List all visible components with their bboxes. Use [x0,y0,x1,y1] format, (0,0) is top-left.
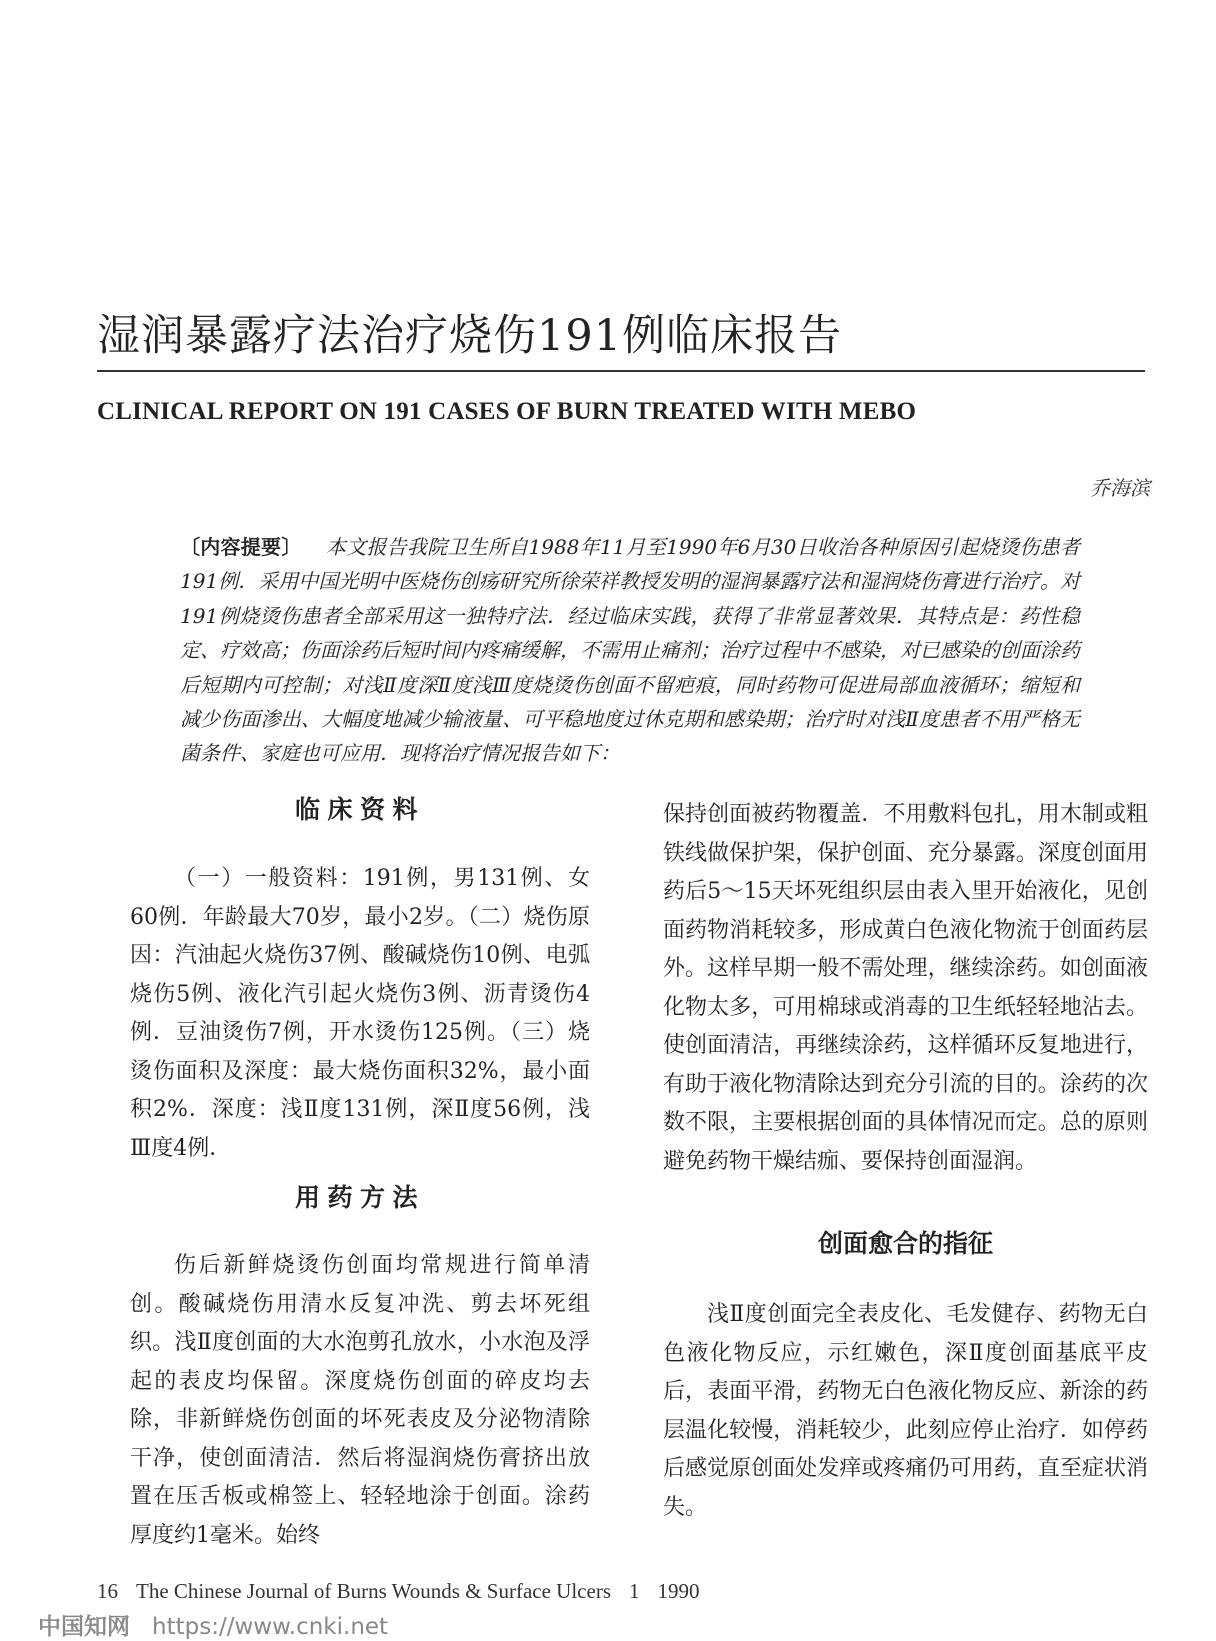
title-rule [97,370,1145,372]
issue-year: 1990 [657,1579,700,1603]
section-healing [663,1296,1148,1527]
journal-name: The Chinese Journal of Burns Wounds & Surface Ulcers [136,1579,611,1603]
cnki-url[interactable]: https://www.cnki.net [152,1614,389,1640]
abstract [180,530,1080,771]
section-method-continued [663,796,1148,1181]
page-number: 16 [97,1579,118,1603]
page-footer [97,1579,897,1604]
section-method [130,1247,590,1555]
section-clinical-data [130,860,590,1168]
english-title: CLINICAL REPORT ON 191 CASES OF BURN TREATED WITH MEBO [97,398,917,425]
cnki-brand: 中国知网 [38,1614,130,1640]
paragraph: 保持创面被药物覆盖．不用敷料包扎，用木制或粗铁线做保护架，保护创面、充分暴露。深度创面用药后5～15天坏死组织层由表入里开始液化，见创面药物消耗较多，形成黄白色液化物流于创面药层外。这样早期一般不需处理，继续涂药。如创面液化物太多，可用棉球或消毒的卫生纸轻轻地沾去。使创面清洁，再继续涂药，这样循环反复地进行，有助于液化物清除达到充分引流的目的。涂药的次数不限，主要根据创面的具体情况而定。总的原则避免药物干燥结痂、要保持创面湿润。 [663,802,1148,1174]
paragraph: （一）一般资料：191例，男131例、女60例．年龄最大70岁，最小2岁。（二）烧伤原因：汽油起火烧伤37例、酸碱烧伤10例、电弧烧伤5例、液化汽引起火烧伤3例、沥青烫伤4例．豆油烫伤7例，开水烫伤125例。（三）烧烫伤面积及深度：最大烧伤面积32%，最小面积2%．深度：浅Ⅱ度131例，深Ⅱ度56例，浅Ⅲ度4例． [130,866,590,1161]
issue-number: 1 [629,1579,640,1603]
article-title: 湿润暴露疗法治疗烧伤191例临床报告 [97,311,843,361]
cnki-watermark [38,1608,598,1641]
section-heading-healing: 创面愈合的指征 [817,1229,993,1258]
paragraph: 浅Ⅱ度创面完全表皮化、毛发健存、药物无白色液化物反应，示红嫩色，深Ⅱ度创面基底平皮后，表面平滑，药物无白色液化物反应、新涂的药层温化较慢，消耗较少，此刻应停止治疗．如停药后感觉原创面处发痒或疼痛仍可用药，直至症状消失。 [663,1302,1148,1520]
abstract-text: 本文报告我院卫生所自1988年11月至1990年6月30日收治各种原因引起烧烫伤患者191例．采用中国光明中医烧伤创疡研究所徐荣祥教授发明的湿润暴露疗法和湿润烧伤膏进行治疗。对191例烧烫伤患者全部采用这一独特疗法．经过临床实践，获得了非常显著效果．其特点是：药性稳定、疗效高；伤面涂药后短时间内疼痛缓解，不需用止痛剂；治疗过程中不感染，对已感染的创面涂药后短期内可控制；对浅Ⅱ度深Ⅱ度浅Ⅲ度烧烫伤创面不留疤痕，同时药物可促进局部血液循环；缩短和减少伤面渗出、大幅度地减少输液量、可平稳地度过休克期和感染期；治疗时对浅Ⅱ度患者不用严格无菌条件、家庭也可应用．现将治疗情况报告如下： [180,535,1081,766]
section-heading-method: 用药方法 [294,1183,425,1212]
paragraph: 伤后新鲜烧烫伤创面均常规进行简单清创。酸碱烧伤用清水反复冲洗、剪去坏死组织。浅Ⅱ度创面的大水泡剪孔放水，小水泡及浮起的表皮均保留。深度烧伤创面的碎皮均去除，非新鲜烧伤创面的坏死表皮及分泌物清除干净，使创面清洁．然后将湿润烧伤膏挤出放置在压舌板或棉签上、轻轻地涂于创面。涂药厚度约1毫米。始终 [130,1253,590,1548]
section-heading-clinical-data: 临床资料 [294,795,425,824]
abstract-label: 〔内容提要〕 [180,535,302,559]
author: 乔海滨 [1090,476,1150,500]
